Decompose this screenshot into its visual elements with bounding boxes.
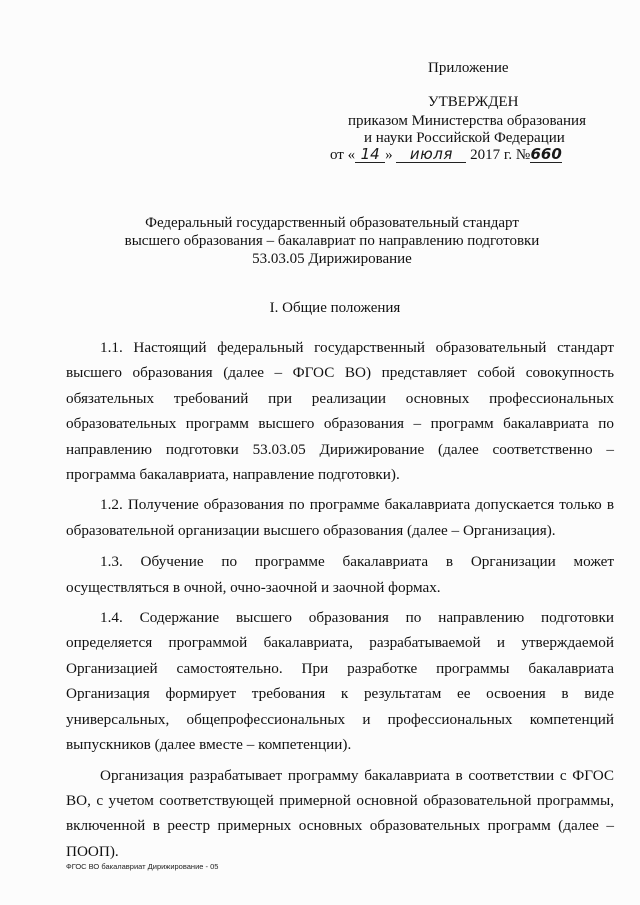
handwritten-day: 14 [355, 147, 385, 163]
appendix-label: Приложение [428, 60, 509, 76]
paragraph-1-1: 1.1. Настоящий федеральный государственный образовательный стандарт высшего образования (далее – ФГОС ВО) представляет собой совокупность обязательных требований при реализации основных профессиональных образовательных программ высшего образования – программ бакалавриата по направлению подготовки 53.03.05 Дирижирование (далее соответственно – программа бакалавриата, направление подготовки). [66, 339, 614, 484]
standard-title [0, 214, 640, 268]
approved-label: УТВЕРЖДЕН [428, 94, 519, 110]
section-heading-text: I. Общие положения [269, 300, 401, 316]
date-prefix: от « [330, 147, 356, 163]
date-mid: » [385, 147, 393, 163]
order-date-line [330, 147, 562, 164]
section-heading [0, 300, 640, 317]
paragraph-organization: Организация разрабатывает программу бакалавриата в соответствии с ФГОС ВО, с учетом соответствующей примерной основной образовательной программы, включенной в реестр примерных основных образовательных программ (далее – ПООП). [66, 766, 614, 860]
page-footer: ФГОС ВО бакалавриат Дирижирование - 05 [66, 862, 219, 871]
paragraph-1-2: 1.2. Получение образования по программе бакалавриата допускается только в образовательной организации высшего образования (далее – Организация). [66, 496, 614, 539]
title-line-3: 53.03.05 Дирижирование [252, 251, 412, 267]
order-line-2: и науки Российской Федерации [364, 130, 565, 146]
handwritten-month: июля [396, 147, 466, 163]
paragraph-1-4: 1.4. Содержание высшего образования по направлению подготовки определяется программой бакалавриата, разрабатываемой и утверждаемой Организацией самостоятельно. При разработке программы бакалавриата Организация формирует требования к результатам ее освоения в виде универсальных, общепрофессиональных и профессиональных компетенций выпускников (далее вместе – компетенции). [66, 609, 614, 754]
body-text [66, 335, 614, 869]
order-line-1: приказом Министерства образования [348, 113, 586, 129]
date-year: 2017 г. № [470, 147, 531, 163]
title-line-1: Федеральный государственный образовательный стандарт [145, 215, 519, 231]
paragraph-1-3: 1.3. Обучение по программе бакалавриата в Организации может осуществляться в очной, очно-заочной и заочной формах. [66, 553, 614, 596]
handwritten-order-number: 660 [530, 145, 562, 163]
title-line-2: высшего образования – бакалавриат по направлению подготовки [124, 233, 540, 249]
